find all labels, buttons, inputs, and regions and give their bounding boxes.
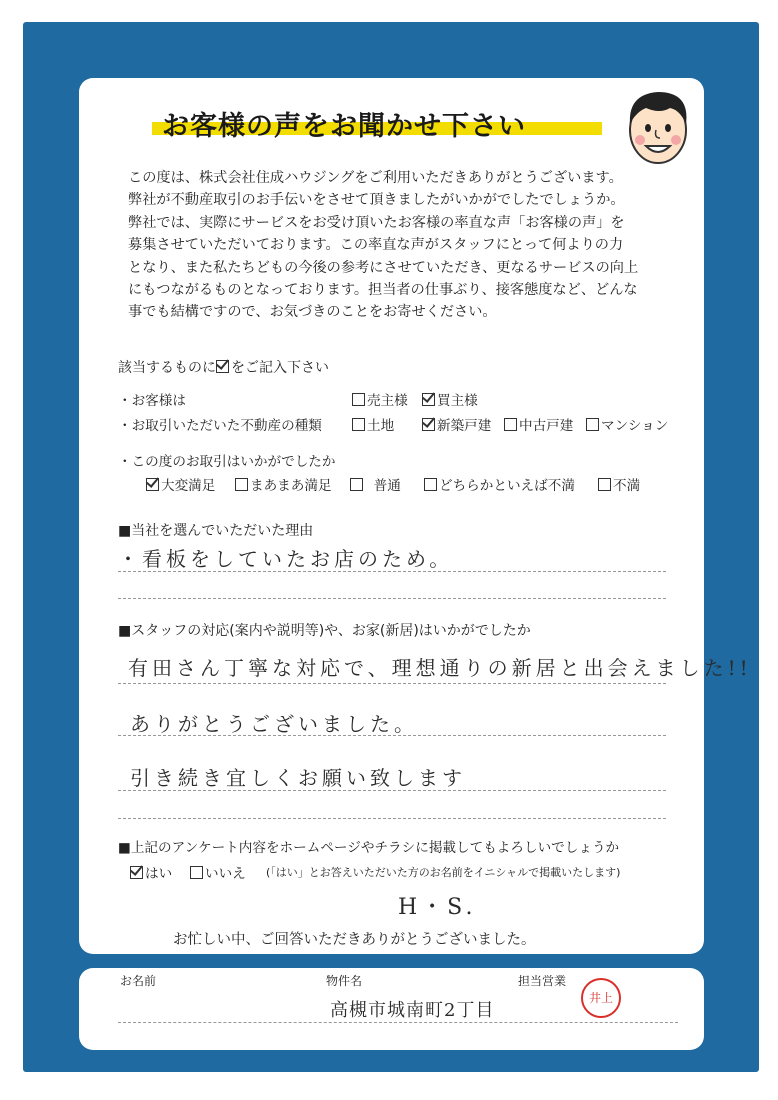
checkbox-icon[interactable]: [190, 866, 203, 879]
q2-answer-line-2[interactable]: ありがとうございました。: [130, 712, 418, 736]
footer-line: [118, 1022, 678, 1023]
q3-note: (「はい」とお答えいただいた方のお名前をイニシャルで掲載いたします): [266, 866, 621, 879]
satisfaction-label: ・この度のお取引はいかがでしたか: [118, 454, 336, 470]
answer-line: [118, 598, 666, 599]
option-used-house[interactable]: [504, 414, 573, 434]
checked-checkbox-icon[interactable]: [130, 866, 143, 879]
option-dissatisfied[interactable]: [598, 474, 640, 494]
staff-label: 担当営業: [518, 974, 567, 988]
option-label: 普通: [373, 478, 401, 494]
name-label: お名前: [120, 974, 157, 988]
option-fairly-satisfied[interactable]: [235, 474, 332, 494]
q2-answer-line-1[interactable]: 有田さん丁寧な対応で、理想通りの新居と出会えました!!: [128, 656, 752, 680]
checked-checkbox-icon[interactable]: [146, 478, 159, 491]
option-used-house-label: 中古戸建: [519, 418, 574, 434]
option-mansion[interactable]: [586, 414, 668, 434]
intro-text: [128, 167, 638, 324]
checked-checkbox-icon[interactable]: [422, 418, 435, 431]
thanks-text: お忙しい中、ご回答いただきありがとうございました。: [173, 932, 536, 948]
customer-label: ・お客様は: [118, 393, 186, 409]
option-label: どちらかといえば不満: [439, 478, 575, 494]
intro-line: 弊社が不動産取引のお手伝いをさせて頂きましたがいかがでしたでしょうか。: [128, 192, 625, 209]
answer-line: [118, 683, 666, 684]
property-name-value[interactable]: 高槻市城南町2丁目: [330, 1000, 495, 1021]
q2-label: ■スタッフの対応(案内や説明等)や、お家(新居)はいかがでしたか: [118, 623, 531, 639]
option-yes-label: はい: [145, 866, 173, 882]
option-label: 大変満足: [161, 478, 216, 494]
option-land-label: 土地: [367, 418, 395, 434]
intro-line: この度は、株式会社住成ハウジングをご利用いただきありがとうございます。: [128, 170, 623, 186]
q3-label: ■上記のアンケート内容をホームページやチラシに掲載してもよろしいでしょうか: [118, 840, 620, 856]
q1-label: ■当社を選んでいただいた理由: [118, 523, 314, 539]
option-new-house[interactable]: [422, 414, 491, 434]
property-name-label: 物件名: [326, 974, 363, 988]
checked-checkbox-icon[interactable]: [422, 393, 435, 406]
instruction-before: 該当するものに: [118, 360, 216, 376]
option-seller-label: 売主様: [367, 393, 408, 409]
checkbox-icon[interactable]: [352, 418, 365, 431]
instruction-after: をご記入下さい: [231, 360, 329, 376]
option-no[interactable]: [190, 862, 246, 882]
property-label: ・お取引いただいた不動産の種類: [118, 418, 322, 434]
option-new-house-label: 新築戸建: [437, 418, 492, 434]
q2-answer-line-3[interactable]: 引き続き宜しくお願い致します: [130, 766, 466, 790]
option-yes[interactable]: [130, 862, 172, 882]
option-label: 不満: [613, 478, 641, 494]
page-title: お客様の声をお聞かせ下さい: [162, 111, 526, 142]
checkbox-icon[interactable]: [504, 418, 517, 431]
initials[interactable]: H・S.: [398, 895, 477, 920]
answer-line: [118, 790, 666, 791]
option-buyer-label: 買主様: [437, 393, 478, 409]
q1-answer[interactable]: ・看板をしていたお店のため。: [118, 547, 454, 571]
answer-line: [118, 818, 666, 819]
intro-line: 事でも結構ですので、お気づきのことをお寄せください。: [128, 304, 497, 321]
instruction: [118, 357, 329, 377]
option-somewhat-dissatisfied[interactable]: [424, 474, 575, 494]
staff-stamp: 井上: [581, 978, 621, 1018]
checkbox-icon[interactable]: [586, 418, 599, 431]
checkbox-icon[interactable]: [424, 478, 437, 491]
checkbox-example-icon: [216, 360, 229, 373]
option-very-satisfied[interactable]: [146, 474, 215, 494]
checkbox-icon[interactable]: [598, 478, 611, 491]
intro-line: にもつながるものとなっております。担当者の仕事ぶり、接客態度など、どんな: [128, 281, 638, 298]
intro-line: となり、また私たちどもの今後の参考にさせていただき、更なるサービスの向上: [128, 259, 639, 276]
option-normal[interactable]: [350, 474, 401, 494]
intro-line: 募集させていただいております。この率直な声がスタッフにとって何よりの力: [128, 237, 624, 254]
option-buyer[interactable]: [422, 389, 478, 409]
option-label: まあまあ満足: [250, 478, 332, 494]
checkbox-icon[interactable]: [235, 478, 248, 491]
option-land[interactable]: [352, 414, 394, 434]
answer-line: [118, 571, 666, 572]
option-no-label: いいえ: [205, 866, 246, 882]
checkbox-icon[interactable]: [352, 393, 365, 406]
option-seller[interactable]: [352, 389, 408, 409]
checkbox-icon[interactable]: [350, 478, 363, 491]
option-mansion-label: マンション: [601, 418, 669, 434]
intro-line: 弊社では、実際にサービスをお受け頂いたお客様の率直な声「お客様の声」を: [128, 214, 625, 231]
answer-line: [118, 735, 666, 736]
mascot-face-icon: [620, 84, 696, 168]
